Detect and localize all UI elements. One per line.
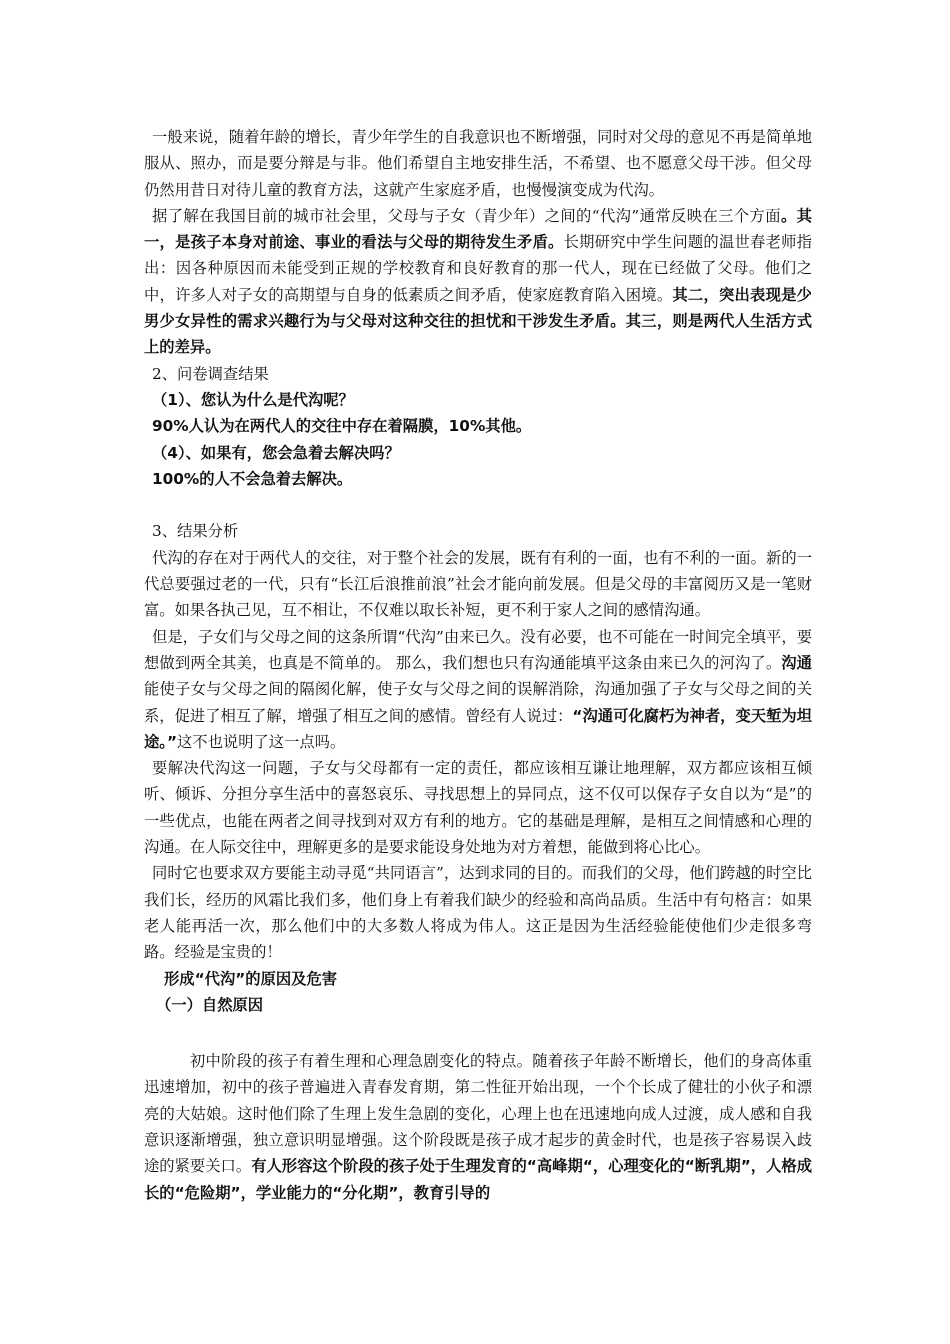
survey-answer-4-text: 100%的人不会急着去解决。 <box>152 469 353 488</box>
section-3-heading <box>144 518 812 544</box>
spacer <box>144 492 812 518</box>
three-aspects-intro: 据了解在我国目前的城市社会里，父母与子女（青少年）之间的“代沟”通常反映在三个方面 <box>152 206 781 225</box>
paragraph-three-aspects <box>144 203 812 361</box>
paragraph-analysis-1-text: 代沟的存在对于两代人的交往，对于整个社会的发展，既有有利的一面，也有不利的一面。新的一代总要强过老的一代，只有“长江后浪推前浪”社会才能向前发展。但是父母的丰富阅历又是一笔财富。如果各执己见，互不相让，不仅难以取长补短，更不利于家人之间的感情沟通。 <box>144 548 812 620</box>
section-3-heading-text: 3、结果分析 <box>152 522 239 541</box>
paragraph-analysis-3-text: 要解决代沟这一问题，子女与父母都有一定的责任，都应该相互谦让地理解，双方都应该相互倾听、倾诉、分担分享生活中的喜怒哀乐、寻找思想上的异同点，这不仅可以保存子女自以为“是”的一些优点，也能在两者之间寻找到对双方有利的地方。它的基础是理解，是相互之间情感和心理的沟通。在人际交往中，理解更多的是要求能设身处地为对方着想，能做到将心比心。 <box>144 759 812 857</box>
survey-question-4 <box>144 440 812 466</box>
survey-answer-1 <box>144 413 812 439</box>
analysis-2-intro: 但是，子女们与父母之间的这条所谓“代沟”由来已久。没有必要，也不可能在一时间完全填平，要想做到两全其美，也真是不简单的。 那么，我们想也只有沟通能填平这条由来已久的河沟了。 <box>144 627 812 672</box>
section-causes-heading-text: 形成“代沟”的原因及危害 <box>164 969 338 988</box>
paragraph-intro-text: 一般来说，随着年龄的增长，青少年学生的自我意识也不断增强，同时对父母的意见不再是简单地服从、照办，而是要分辩是与非。他们希望自主地安排生活，不希望、也不愿意父母干涉。但父母仍然用昔日对待儿童的教育方法，这就产生家庭矛盾，也慢慢演变成为代沟。 <box>144 128 812 199</box>
subsection-natural-heading-text: （一）自然原因 <box>156 995 264 1014</box>
survey-question-1-text: （1）、您认为什么是代沟呢？ <box>152 390 354 409</box>
spacer <box>144 1018 812 1048</box>
paragraph-analysis-1 <box>144 545 812 624</box>
communication-bold: 沟通 <box>781 653 812 672</box>
aspect-one-bold: 。其一，是孩子本身对前途、事业的看法与父母的期待发生矛盾。 <box>144 206 812 252</box>
analysis-2-end: 这不也说明了这一点吗。 <box>177 732 346 751</box>
aspect-one-detail: 长期研究中学生问题的温世春老师指出：因各种原因而未能受到正规的学校教育和良好教育的那一代人，现在已经做了父母。他们之中，许多人对子女的高期望与自身的低素质之间矛盾，使家庭教育陷入困境。 <box>144 233 812 304</box>
section-2-heading <box>144 361 812 387</box>
survey-question-4-text: （4）、如果有，您会急着去解决吗？ <box>152 443 400 462</box>
analysis-2-body: 能使子女与父母之间的隔阂化解，使子女与父母之间的误解消除，沟通加强了子女与父母之间的关系，促进了相互了解，增强了相互之间的感情。曾经有人说过： <box>144 680 812 725</box>
survey-answer-1-text: 90%人认为在两代人的交往中存在着隔膜，10%其他。 <box>152 417 532 436</box>
document-body <box>144 124 812 1206</box>
paragraph-natural-causes <box>144 1048 812 1206</box>
paragraph-analysis-3 <box>144 755 812 860</box>
quote-bold: “沟通可化腐朽为神者，变天堑为坦途。” <box>144 706 812 751</box>
paragraph-analysis-2 <box>144 624 812 755</box>
paragraph-intro <box>144 124 812 203</box>
paragraph-analysis-4-text: 同时它也要求双方要能主动寻觅“共同语言”，达到求同的目的。而我们的父母，他们跨越的时空比我们长，经历的风霜比我们多，他们身上有着我们缺少的经验和高尚品质。生活中有句格言：如果老人能再活一次，那么他们中的大多数人将成为伟人。这正是因为生活经验能使他们少走很多弯路。经验是宝贵的！ <box>144 864 812 962</box>
subsection-natural-heading <box>144 992 812 1018</box>
aspect-two-three-bold: 其二，突出表现是少男少女异性的需求兴趣行为与父母对这种交往的担忧和干涉发生矛盾。其三，则是两代人生活方式上的差异。 <box>144 285 812 357</box>
section-causes-heading <box>144 966 812 992</box>
natural-causes-body: 初中阶段的孩子有着生理和心理急剧变化的特点。随着孩子年龄不断增长，他们的身高体重迅速增加，初中的孩子普遍进入青春发育期，第二性征开始出现，一个个长成了健壮的小伙子和漂亮的大姑娘。这时他们除了生理上发生急剧的变化，心理上也在迅速地向成人过渡，成人感和自我意识逐渐增强，独立意识明显增强。这个阶段既是孩子成才起步的黄金时代，也是孩子容易误入歧途的紧要关口。 <box>144 1052 812 1176</box>
survey-answer-4 <box>144 466 812 492</box>
paragraph-analysis-4 <box>144 860 812 965</box>
survey-question-1 <box>144 387 812 413</box>
natural-causes-bold: 有人形容这个阶段的孩子处于生理发育的“高峰期“，心理变化的“断乳期”，人格成长的“危险期”，学业能力的“分化期”，教育引导的 <box>144 1157 812 1202</box>
section-2-heading-text: 2、问卷调查结果 <box>152 364 269 383</box>
